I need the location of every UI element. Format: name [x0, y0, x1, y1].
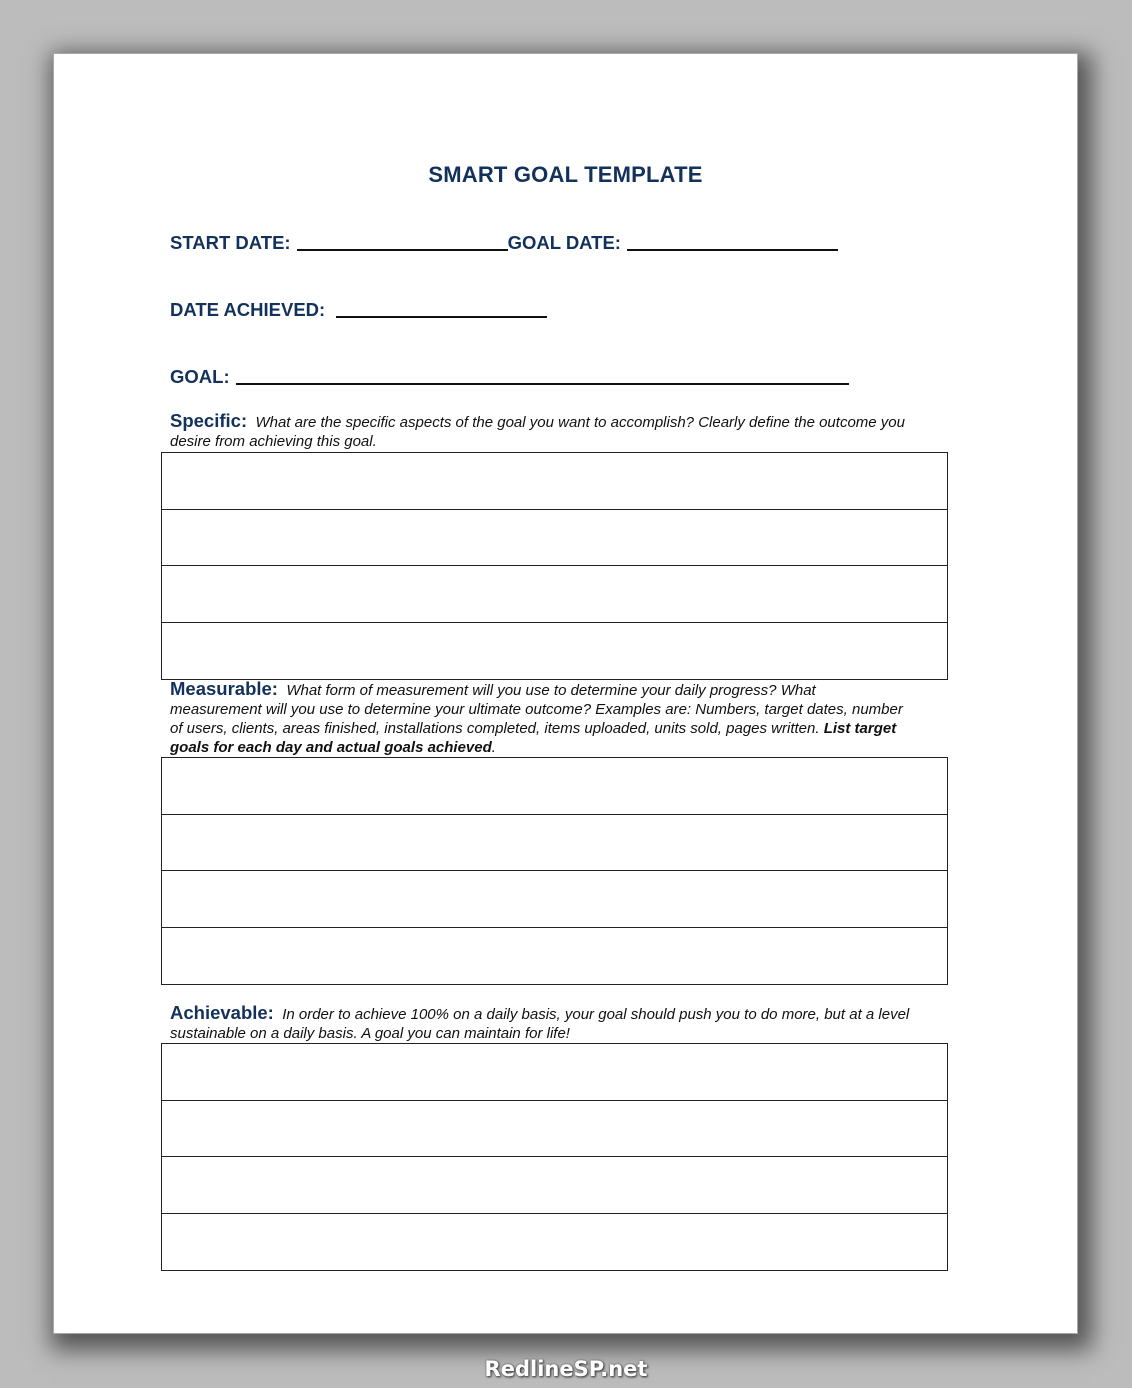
specific-answer-row-3[interactable] — [162, 566, 947, 623]
watermark: RedlineSP.net — [484, 1357, 648, 1381]
document-title: SMART GOAL TEMPLATE — [428, 162, 703, 187]
achievable-label: Achievable: — [170, 1002, 274, 1023]
measurable-emphasis-suffix: . — [491, 739, 496, 756]
achievable-answer-grid — [161, 1043, 948, 1271]
start-goal-date-row — [170, 232, 838, 254]
measurable-description: What form of measurement will you use to determine your daily progress? What measurement will you use to determine your ultimate outcome? Examples are: Numbers, target dates, number of users, clients, areas finished, installations completed, items uploaded, units sold, pages written. — [170, 682, 903, 737]
measurable-answer-row-1[interactable] — [162, 758, 947, 815]
specific-answer-grid — [161, 452, 948, 680]
achievable-description: In order to achieve 100% on a daily basis, your goal should push you to do more, but at a level sustainable on a daily basis. A goal you can maintain for life! — [170, 1006, 910, 1042]
goal-row — [170, 366, 849, 388]
specific-section-header — [170, 411, 910, 451]
specific-label: Specific: — [170, 410, 248, 431]
achievable-answer-row-4[interactable] — [162, 1214, 947, 1271]
achievable-answer-row-1[interactable] — [162, 1044, 947, 1101]
specific-answer-row-1[interactable] — [162, 453, 947, 510]
achievable-section-header — [170, 1003, 910, 1043]
date-achieved-row — [170, 299, 547, 321]
goal-date-label: GOAL DATE: — [507, 232, 621, 253]
measurable-answer-row-4[interactable] — [162, 928, 947, 985]
measurable-answer-grid — [161, 757, 948, 985]
measurable-emphasis: List target goals for each day and actual goals achieved — [170, 720, 897, 756]
measurable-answer-row-2[interactable] — [162, 815, 947, 872]
specific-answer-row-2[interactable] — [162, 510, 947, 567]
goal-field[interactable] — [236, 382, 849, 385]
measurable-label: Measurable: — [170, 678, 278, 699]
start-date-field[interactable] — [297, 248, 508, 251]
goal-date-field[interactable] — [627, 248, 838, 251]
document-page — [53, 53, 1078, 1334]
specific-description: What are the specific aspects of the goal you want to accomplish? Clearly define the outcome you desire from achieving this goal. — [170, 414, 905, 450]
goal-label: GOAL: — [170, 366, 230, 387]
date-achieved-field[interactable] — [336, 315, 547, 318]
achievable-answer-row-2[interactable] — [162, 1101, 947, 1158]
start-date-label: START DATE: — [170, 232, 291, 253]
specific-answer-row-4[interactable] — [162, 623, 947, 680]
measurable-section-header — [170, 679, 910, 757]
achievable-answer-row-3[interactable] — [162, 1157, 947, 1214]
date-achieved-label: DATE ACHIEVED: — [170, 299, 326, 320]
measurable-answer-row-3[interactable] — [162, 871, 947, 928]
